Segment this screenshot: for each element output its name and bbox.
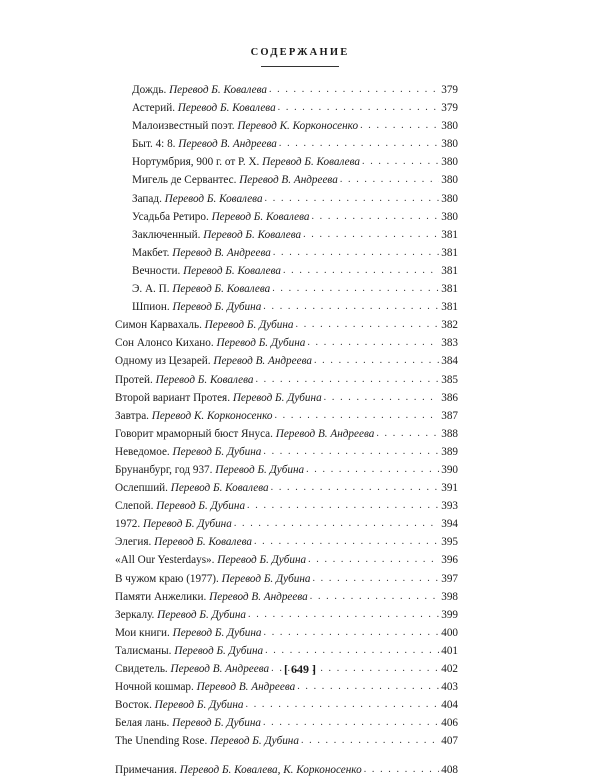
leader-dots bbox=[265, 642, 439, 660]
toc-page-number: 407 bbox=[441, 735, 458, 748]
toc-entry bbox=[115, 99, 458, 117]
translator: Перевод Б. Дубина bbox=[142, 518, 232, 531]
poem-title: Неведомое. bbox=[115, 445, 170, 458]
translator: Перевод Б. Ковалева bbox=[172, 283, 271, 296]
toc-page-number: 399 bbox=[441, 608, 458, 621]
translator: Перевод В. Андреева bbox=[172, 246, 271, 259]
toc-entry bbox=[115, 226, 458, 244]
poem-title: Дождь. bbox=[132, 84, 167, 96]
translator: Перевод Б. Дубина bbox=[157, 608, 247, 621]
poem-title: Запад. bbox=[132, 192, 162, 205]
leader-dots bbox=[263, 298, 439, 316]
leader-dots bbox=[312, 570, 439, 588]
translator: Перевод В. Андреева bbox=[275, 427, 375, 440]
poem-title: The Unending Rose. bbox=[115, 735, 208, 748]
poem-title: Ослепший. bbox=[115, 482, 168, 495]
toc-entry-title bbox=[132, 190, 263, 208]
poem-title: Говорит мраморный бюст Януса. bbox=[115, 427, 273, 440]
toc-entry-title bbox=[132, 135, 277, 153]
toc-entry bbox=[115, 208, 458, 226]
poem-title: 1972. bbox=[115, 518, 141, 531]
toc-entry bbox=[115, 316, 458, 334]
toc-entry-title bbox=[115, 761, 362, 779]
toc-entry-title bbox=[115, 678, 295, 696]
toc-entry bbox=[115, 761, 458, 779]
toc-entry bbox=[115, 190, 458, 208]
leader-dots bbox=[362, 153, 439, 171]
poem-title: Э. А. П. bbox=[132, 283, 170, 296]
toc-entry-title bbox=[115, 334, 305, 352]
leader-dots bbox=[301, 732, 439, 750]
toc-entry-title bbox=[132, 99, 276, 117]
toc-entry-title bbox=[115, 461, 304, 479]
toc-page-number: 391 bbox=[441, 482, 458, 495]
leader-dots bbox=[234, 515, 439, 533]
toc-entry bbox=[115, 461, 458, 479]
leader-dots bbox=[360, 117, 439, 135]
translator: Перевод Б. Дубина bbox=[172, 301, 262, 314]
toc-page-number: 384 bbox=[441, 355, 458, 368]
poem-title: Мигель де Сервантес. bbox=[132, 174, 237, 187]
toc-entry-title bbox=[115, 732, 299, 750]
toc-page-number: 380 bbox=[441, 120, 458, 133]
leader-dots bbox=[303, 226, 439, 244]
toc-entry-title bbox=[132, 171, 338, 189]
translator: Перевод Б. Дубина bbox=[156, 500, 246, 513]
leader-dots bbox=[314, 352, 439, 370]
translator: Перевод Б. Дубина bbox=[174, 644, 264, 657]
leader-dots bbox=[296, 316, 440, 334]
translator: Перевод К. Корконосенко bbox=[151, 409, 273, 422]
toc-entry bbox=[115, 407, 458, 425]
leader-dots bbox=[246, 696, 440, 714]
toc-entry bbox=[115, 588, 458, 606]
translator: Перевод Б. Ковалева bbox=[203, 228, 302, 241]
leader-dots bbox=[248, 606, 439, 624]
toc-entry bbox=[115, 425, 458, 443]
poem-title: Слепой. bbox=[115, 500, 154, 513]
toc-entry bbox=[115, 570, 458, 588]
translator: Перевод В. Андреева bbox=[196, 681, 296, 694]
poem-title: Талисманы. bbox=[115, 644, 172, 657]
toc-entry bbox=[115, 371, 458, 389]
poem-title: Астерий. bbox=[132, 102, 175, 115]
translator: Перевод Б. Дубина bbox=[172, 717, 261, 730]
leader-dots bbox=[274, 407, 439, 425]
toc-page-number: 397 bbox=[441, 572, 458, 585]
leader-dots bbox=[271, 479, 440, 497]
leader-dots bbox=[278, 99, 440, 117]
leader-dots bbox=[364, 761, 440, 779]
poem-title: Второй вариант Протея. bbox=[115, 391, 231, 404]
poem-title: «All Our Yesterdays». bbox=[115, 554, 215, 567]
toc-page-number: 381 bbox=[441, 301, 458, 314]
translator: Перевод Б. Дубина bbox=[217, 554, 307, 567]
toc-page-number: 395 bbox=[441, 536, 458, 549]
translator: Перевод К. Корконосенко bbox=[237, 120, 359, 133]
toc-page-number: 396 bbox=[441, 554, 458, 567]
translator: Перевод Б. Ковалева bbox=[169, 84, 267, 96]
leader-dots bbox=[279, 135, 439, 153]
leader-dots bbox=[269, 81, 439, 99]
toc-entry bbox=[115, 262, 458, 280]
toc-entry-title bbox=[115, 551, 306, 569]
poem-title: Примечания. bbox=[115, 764, 177, 777]
toc-entry-title bbox=[115, 570, 310, 588]
translator: Перевод В. Андреева bbox=[178, 138, 277, 151]
toc-page-number: 380 bbox=[441, 138, 458, 151]
toc-entry bbox=[115, 551, 458, 569]
toc-entry bbox=[115, 389, 458, 407]
toc-entry bbox=[115, 642, 458, 660]
toc-page-number: 386 bbox=[441, 391, 458, 404]
toc-entry bbox=[115, 696, 458, 714]
toc-entry bbox=[115, 497, 458, 515]
leader-dots bbox=[265, 190, 440, 208]
translator: Перевод Б. Дубина bbox=[204, 319, 294, 332]
leader-dots bbox=[283, 262, 439, 280]
leader-dots bbox=[263, 443, 439, 461]
translator: Перевод В. Андреева bbox=[209, 590, 308, 603]
toc-page-number: 381 bbox=[441, 283, 458, 296]
toc-page-number: 382 bbox=[441, 319, 458, 332]
toc-entry-title bbox=[115, 371, 253, 389]
leader-dots bbox=[307, 334, 439, 352]
leader-dots bbox=[254, 533, 439, 551]
toc-page-number: 381 bbox=[441, 246, 458, 259]
toc-entry bbox=[115, 606, 458, 624]
poem-title: Свидетель. bbox=[115, 663, 168, 675]
translator: Перевод Б. Дубина bbox=[232, 391, 322, 404]
translator: Перевод Б. Дубина bbox=[210, 735, 299, 748]
toc-entry bbox=[115, 624, 458, 642]
toc-entry bbox=[115, 352, 458, 370]
toc-entry-title bbox=[132, 153, 360, 171]
poem-title: Макбет. bbox=[132, 246, 170, 259]
translator: Перевод Б. Дубина bbox=[172, 626, 262, 639]
toc-entry-title bbox=[115, 696, 244, 714]
poem-title: Сон Алонсо Кихано. bbox=[115, 337, 214, 350]
toc-entry bbox=[115, 515, 458, 533]
poem-title: Зеркалу. bbox=[115, 608, 155, 621]
toc-entry-title bbox=[115, 425, 374, 443]
toc-entry-title bbox=[115, 515, 232, 533]
toc-entry bbox=[115, 678, 458, 696]
header-divider bbox=[261, 66, 339, 67]
poem-title: Белая лань. bbox=[115, 717, 170, 730]
toc-entry-title bbox=[115, 588, 308, 606]
translator: Перевод Б. Ковалева bbox=[262, 156, 360, 169]
toc-page-number: 387 bbox=[441, 409, 458, 422]
toc-page-number: 408 bbox=[441, 764, 458, 777]
toc-entry-title bbox=[115, 642, 263, 660]
translator: Перевод Б. Дубина bbox=[215, 463, 305, 476]
toc-entry bbox=[115, 117, 458, 135]
toc-entry bbox=[115, 244, 458, 262]
toc-entry-title bbox=[115, 714, 261, 732]
poem-title: Памяти Анжелики. bbox=[115, 590, 207, 603]
leader-dots bbox=[376, 425, 439, 443]
toc-entry-title bbox=[115, 624, 262, 642]
poem-title: Вечности. bbox=[132, 264, 181, 277]
toc-page-number: 383 bbox=[441, 337, 458, 350]
leader-dots bbox=[311, 208, 439, 226]
toc-page-number: 379 bbox=[441, 84, 458, 96]
translator: Перевод В. Андреева bbox=[213, 355, 312, 368]
toc-entry bbox=[115, 153, 458, 171]
toc-entry bbox=[115, 714, 458, 732]
leader-dots bbox=[255, 371, 439, 389]
translator: Перевод Б. Дубина bbox=[221, 572, 311, 585]
translator: Перевод Б. Дубина bbox=[216, 337, 306, 350]
leader-dots bbox=[297, 678, 439, 696]
toc-page-number: 406 bbox=[441, 717, 458, 730]
poem-title: Брунанбург, год 937. bbox=[115, 463, 213, 476]
toc-entry bbox=[115, 334, 458, 352]
poem-title: Быт. 4: 8. bbox=[132, 138, 176, 151]
toc-page-number: 380 bbox=[441, 174, 458, 187]
toc-entry-title bbox=[115, 606, 246, 624]
toc-entry bbox=[115, 443, 458, 461]
toc-entry-title bbox=[115, 497, 245, 515]
translator: Перевод Б. Ковалева bbox=[164, 192, 263, 205]
translator: Перевод Б. Ковалева bbox=[211, 210, 310, 223]
toc-entry bbox=[115, 81, 458, 99]
toc-entry bbox=[115, 280, 458, 298]
toc-page-number: 380 bbox=[441, 192, 458, 205]
toc-page-number: 402 bbox=[441, 663, 458, 675]
poem-title: Мои книги. bbox=[115, 626, 170, 639]
poem-title: Малоизвестный поэт. bbox=[132, 120, 235, 133]
page-title: СОДЕРЖАНИЕ bbox=[250, 47, 350, 58]
toc-entry-title bbox=[115, 443, 261, 461]
poem-title: Одному из Цезарей. bbox=[115, 355, 211, 368]
leader-dots bbox=[324, 389, 440, 407]
page-number: [ 649 ] bbox=[284, 662, 316, 676]
toc-entry-title bbox=[115, 316, 294, 334]
toc-page-number: 393 bbox=[441, 500, 458, 513]
toc-entry bbox=[115, 171, 458, 189]
leader-dots bbox=[306, 461, 439, 479]
leader-dots bbox=[340, 171, 439, 189]
toc-page-number: 379 bbox=[441, 102, 458, 115]
toc-entry bbox=[115, 135, 458, 153]
poem-title: Заключенный. bbox=[132, 228, 201, 241]
translator: Перевод В. Андреева bbox=[170, 663, 270, 675]
translator: Перевод Б. Дубина bbox=[154, 699, 244, 712]
toc-page-number: 385 bbox=[441, 373, 458, 386]
toc-page-number: 389 bbox=[441, 445, 458, 458]
toc-entry-title bbox=[115, 389, 322, 407]
toc-page-number: 380 bbox=[441, 210, 458, 223]
poem-title: Шпион. bbox=[132, 301, 170, 314]
translator: Перевод Б. Ковалева bbox=[170, 482, 269, 495]
toc-entry-title bbox=[132, 117, 358, 135]
toc-entry-title bbox=[132, 298, 261, 316]
toc-entry-title bbox=[132, 280, 270, 298]
translator: Перевод Б. Дубина bbox=[172, 445, 262, 458]
toc-page-number: 400 bbox=[441, 626, 458, 639]
leader-dots bbox=[310, 588, 439, 606]
toc-page-number: 381 bbox=[441, 228, 458, 241]
leader-dots bbox=[273, 244, 439, 262]
translator: Перевод Б. Ковалева bbox=[154, 536, 252, 549]
leader-dots bbox=[263, 714, 439, 732]
poem-title: Протей. bbox=[115, 373, 153, 386]
toc-page-number: 381 bbox=[441, 264, 458, 277]
translator: Перевод Б. Ковалева bbox=[183, 264, 281, 277]
toc-page-number: 404 bbox=[441, 699, 458, 712]
poem-title: В чужом краю (1977). bbox=[115, 572, 219, 585]
toc-page-number: 394 bbox=[441, 518, 458, 531]
toc-entry-title bbox=[132, 81, 267, 99]
poem-title: Элегия. bbox=[115, 536, 152, 549]
poem-title: Нортумбрия, 900 г. от Р. Х. bbox=[132, 156, 260, 169]
toc-page-number: 401 bbox=[441, 644, 458, 657]
poem-title: Завтра. bbox=[115, 409, 149, 422]
toc-entry-title bbox=[115, 407, 272, 425]
leader-dots bbox=[247, 497, 439, 515]
translator: Перевод Б. Ковалева bbox=[177, 102, 276, 115]
poem-title: Симон Карвахаль. bbox=[115, 319, 202, 332]
toc-entry-title bbox=[132, 226, 301, 244]
toc-page-number: 390 bbox=[441, 463, 458, 476]
poem-title: Усадьба Ретиро. bbox=[132, 210, 209, 223]
translator: Перевод Б. Ковалева, К. Корконосенко bbox=[179, 764, 362, 777]
leader-dots bbox=[272, 280, 439, 298]
toc-page-number: 380 bbox=[441, 156, 458, 169]
toc-entry-title bbox=[115, 352, 312, 370]
toc-entry bbox=[115, 732, 458, 750]
toc-entry bbox=[115, 533, 458, 551]
poem-title: Восток. bbox=[115, 699, 152, 712]
translator: Перевод В. Андреева bbox=[239, 174, 338, 187]
toc-page-number: 388 bbox=[441, 427, 458, 440]
toc-entry-title bbox=[132, 244, 271, 262]
poem-title: Ночной кошмар. bbox=[115, 681, 194, 694]
toc-entry-title bbox=[132, 208, 309, 226]
toc-entry-title bbox=[115, 533, 252, 551]
toc-page-number: 398 bbox=[441, 590, 458, 603]
toc-entry-title bbox=[115, 479, 269, 497]
toc-entry bbox=[115, 298, 458, 316]
leader-dots bbox=[264, 624, 440, 642]
toc-entry-title bbox=[132, 262, 281, 280]
toc-page-number: 403 bbox=[441, 681, 458, 694]
leader-dots bbox=[308, 551, 439, 569]
toc-entry bbox=[115, 479, 458, 497]
translator: Перевод Б. Ковалева bbox=[155, 373, 254, 386]
